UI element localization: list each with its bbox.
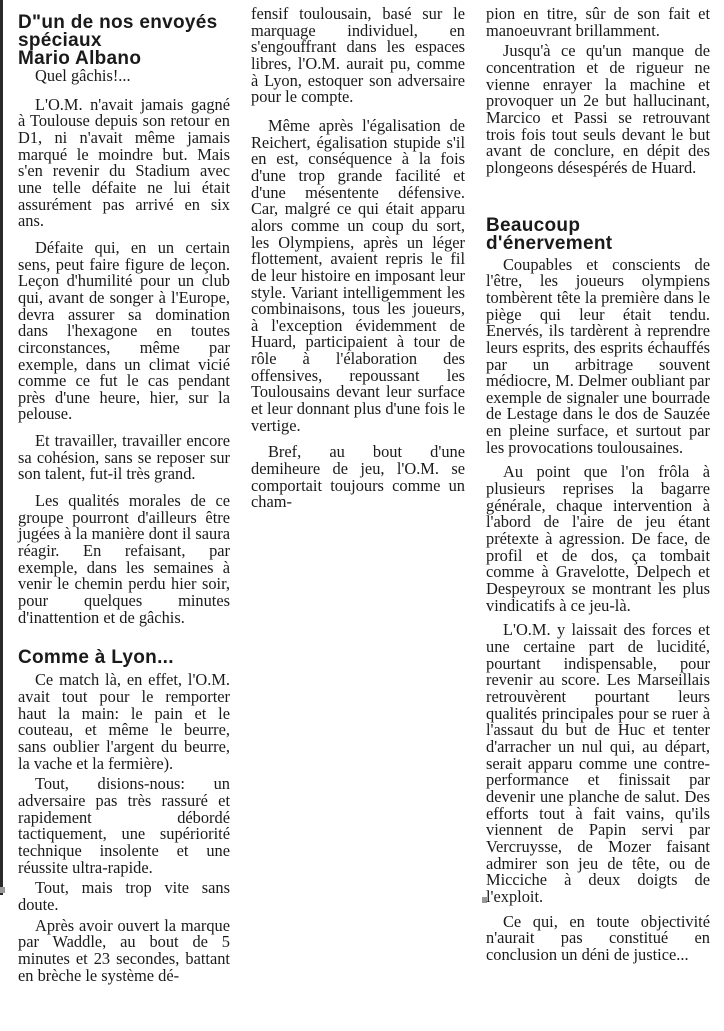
paragraph: Et travailler, travailler encore sa cohésion, sans se reposer sur son talent, fut-il très grand. bbox=[18, 431, 230, 484]
subheading-line: d'énervement bbox=[486, 232, 613, 254]
paragraph: L'O.M. n'avait jamais gagné à Toulouse depuis son retour en D1, ni n'avait même jamais marqué le moindre but. Mais s'en revenir du Stadium avec une telle défaite ne lui était assurément pas arrivé en six ans. bbox=[18, 94, 230, 231]
subheading bbox=[486, 214, 710, 254]
byline-author: Mario Albano bbox=[18, 48, 142, 69]
paragraph: Après avoir ouvert la marque par Waddle, au bout de 5 minutes et 23 secondes, battant en brèche le système dé- bbox=[18, 915, 230, 985]
column-1 bbox=[18, 14, 230, 984]
paragraph: Quel gâchis!... bbox=[35, 66, 131, 85]
paragraph: Bref, au bout d'une demiheure de jeu, l'O.M. se comportait toujours comme un cham- bbox=[251, 442, 465, 512]
byline-line: spéciaux bbox=[18, 30, 102, 51]
page-edge-rule bbox=[0, 0, 3, 895]
subheading-line: Beaucoup bbox=[486, 214, 581, 236]
paragraph: Au point que l'on frôla à plusieurs reprises la bagarre générale, chaque intervention à l'abord de l'aire de jeu étant prétexte à agression. De face, de profil et de dos, ça tombait comme à Gravelotte, Delpech et Despeyroux se montrant les plus vindicatifs à ce jeu-là. bbox=[486, 462, 710, 615]
byline bbox=[18, 14, 230, 68]
paragraph: Défaite qui, en un certain sens, peut faire figure de leçon. Leçon d'humilité pour un club qui, avant de songer à l'Europe, devra assurer sa domination dans l'hexagone en toutes circonstances, même par exemple, dans un climat vicié comme ce fut le cas pendant près d'une heure, hier, sur la pelouse. bbox=[18, 237, 230, 424]
paragraph: pion en titre, sûr de son fait et manoeuvrant brillamment. bbox=[486, 4, 710, 40]
paragraph: Tout, disions-nous: un adversaire pas très rassuré et rapidement débordé tactiquement, une supériorité technique insolente et une réussite ultra-rapide. bbox=[18, 774, 230, 877]
paragraph: Même après l'égalisation de Reichert, égalisation stupide s'il en est, conséquence à la fois d'une trop grande facilité et d'une mésentente défensive. Car, malgré ce qui était apparu alors comme un coup du sort, les Olympiens, après un léger flottement, avaient repris le fil de leur histoire en imposant leur style. Variant intelligemment les combinaisons, tous les joueurs, à l'exception évidemment de Huard, participaient à tour de rôle à l'élaboration des offensives, repoussant les Toulousains devant leur surface et leur donnant plus d'une fois le vertige. bbox=[251, 115, 465, 435]
column-3 bbox=[486, 6, 710, 963]
byline-line: D"un de nos envoyés bbox=[18, 12, 218, 33]
scan-speck bbox=[0, 887, 5, 893]
paragraph: Les qualités morales de ce groupe pourront d'ailleurs être jugées à la manière dont il saura réagir. En refaisant, par exemple, dans les semaines à venir le chemin perdu hier soir, pour quelques minutes d'inattention et de gâchis. bbox=[18, 491, 230, 627]
paragraph: Jusqu'à ce qu'un manque de concentration et de rigueur ne vienne enrayer la machine et provoquer un 2e but hallucinant, Marcico et Passi se retrouvant trois fois tout seuls devant le but avant de conclure, en dépit des plongeons désespérés de Huard. bbox=[486, 41, 710, 177]
paragraph: Coupables et conscients de l'être, les joueurs olympiens tombèrent tête la première dans le piège qui leur était tendu. Enervés, ils tardèrent à reprendre leurs esprits, des esprits échauffés par un arbitrage souvent médiocre, M. Delmer oubliant par exemple de signaler une bourrade de Lestage dans le dos de Sauzée en pleine surface, et surtout par les provocations toulousaines. bbox=[486, 254, 710, 457]
subheading: Comme à Lyon... bbox=[18, 647, 174, 669]
column-2 bbox=[251, 6, 465, 511]
paragraph: Ce match là, en effet, l'O.M. avait tout pour le remporter haut la main: le pain et le couteau, et même le beurre, sans oublier l'argent du beurre, la vache et la fermière). bbox=[18, 670, 230, 773]
paragraph: fensif toulousain, basé sur le marquage individuel, en s'engouffrant dans les espaces libres, l'O.M. aurait pu, comme à Lyon, estoquer son adversaire pour le compte. bbox=[251, 4, 465, 107]
paragraph: Tout, mais trop vite sans doute. bbox=[18, 878, 230, 914]
paragraph: Ce qui, en toute objectivité n'aurait pas constitué en conclusion un déni de justice... bbox=[486, 911, 710, 964]
paragraph: L'O.M. y laissait des forces et une certaine part de lucidité, pourtant indispensable, pour revenir au score. Les Marseillais retrouvèrent pourtant leurs qualités principales pour se ruer à l'assaut du but de Huc et tenter d'arracher un nul qui, au départ, serait apparu comme une contre-performance et finissait par devenir une planche de salut. Des efforts tout à fait vains, qu'ils viennent de Papin servi par Vercruysse, de Mozer faisant admirer son jeu de tête, ou de Micciche à deux doigts de l'exploit. bbox=[486, 620, 710, 906]
